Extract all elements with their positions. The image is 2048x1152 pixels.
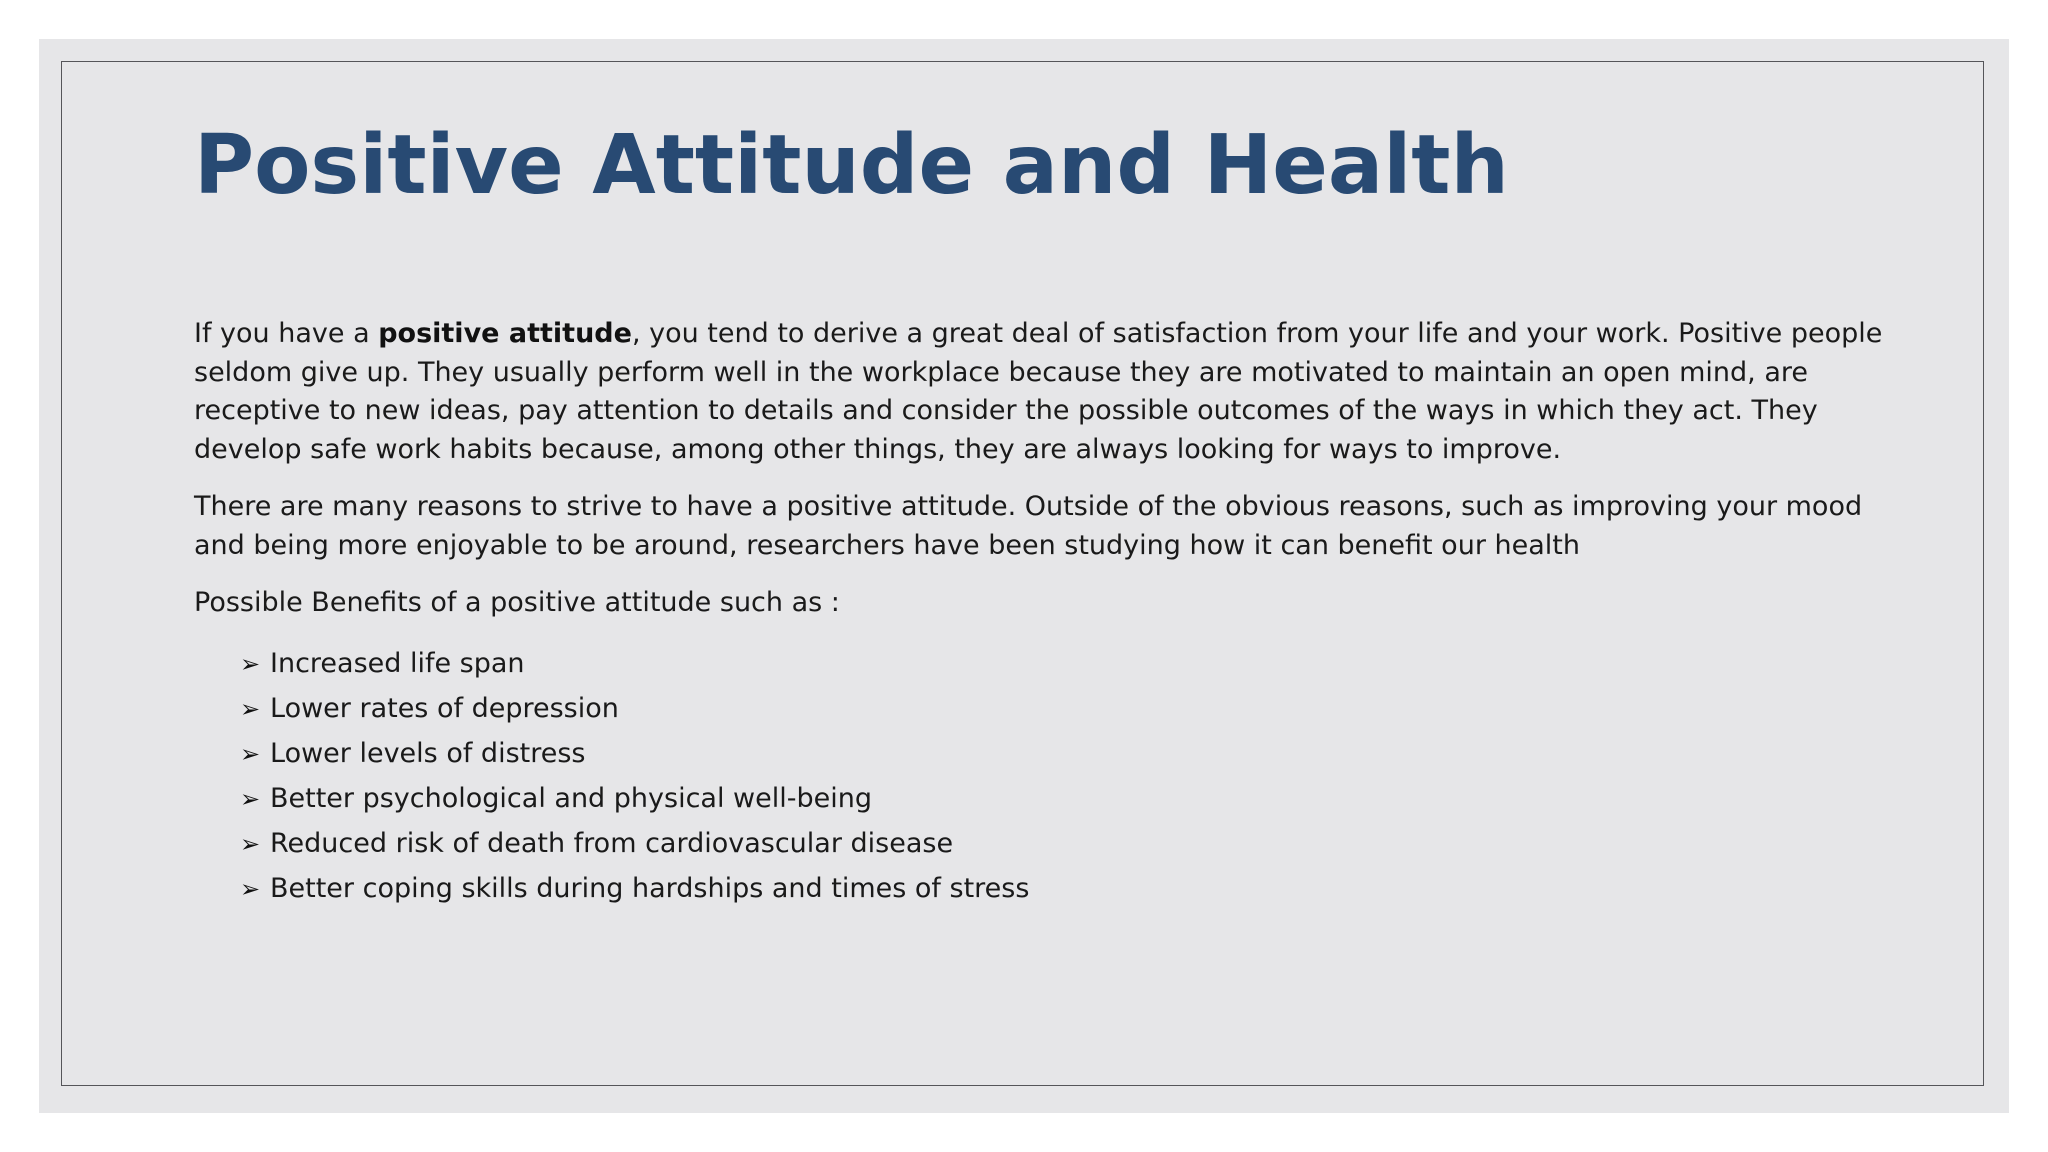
arrow-bullet-icon: ➢ — [240, 694, 261, 723]
benefits-list — [194, 642, 1909, 912]
list-item — [240, 867, 1909, 912]
arrow-bullet-icon: ➢ — [240, 649, 261, 678]
list-item — [240, 687, 1909, 732]
benefits-heading: Possible Benefits of a positive attitude such as : — [194, 587, 840, 618]
arrow-bullet-icon: ➢ — [240, 829, 261, 858]
benefit-text: Better coping skills during hardships and times of stress — [270, 872, 1030, 904]
list-item — [240, 822, 1909, 867]
slide-body — [194, 315, 1909, 912]
slide — [39, 39, 2009, 1113]
list-item — [240, 642, 1909, 687]
reasons-paragraph: There are many reasons to strive to have a positive attitude. Outside of the obvious reasons, such as improving your mood and being more enjoyable to be around, researchers have been studying how it can benefit our health — [194, 491, 1863, 561]
list-item — [240, 777, 1909, 822]
arrow-bullet-icon: ➢ — [240, 739, 261, 768]
benefit-text: Increased life span — [270, 647, 525, 679]
benefit-text: Lower rates of depression — [270, 692, 619, 724]
intro-suffix: , you tend to derive a great deal of satisfaction from your life and your work. Positive people seldom give up. They usually perform well in the workplace because they are motivated to maintain an open mind, are receptive to new ideas, pay attention to details and consider the possible outcomes of the ways in which they act. They develop safe work habits because, among other things, they are always looking for ways to improve. — [194, 318, 1883, 465]
intro-bold-term: positive attitude — [378, 318, 632, 349]
benefit-text: Lower levels of distress — [270, 737, 586, 769]
slide-title: Positive Attitude and Health — [194, 118, 1509, 213]
intro-prefix: If you have a — [194, 318, 379, 349]
intro-paragraph — [194, 315, 1909, 469]
arrow-bullet-icon: ➢ — [240, 784, 261, 813]
arrow-bullet-icon: ➢ — [240, 874, 261, 903]
benefit-text: Reduced risk of death from cardiovascular disease — [270, 827, 954, 859]
list-item — [240, 732, 1909, 777]
benefit-text: Better psychological and physical well-being — [270, 782, 872, 814]
